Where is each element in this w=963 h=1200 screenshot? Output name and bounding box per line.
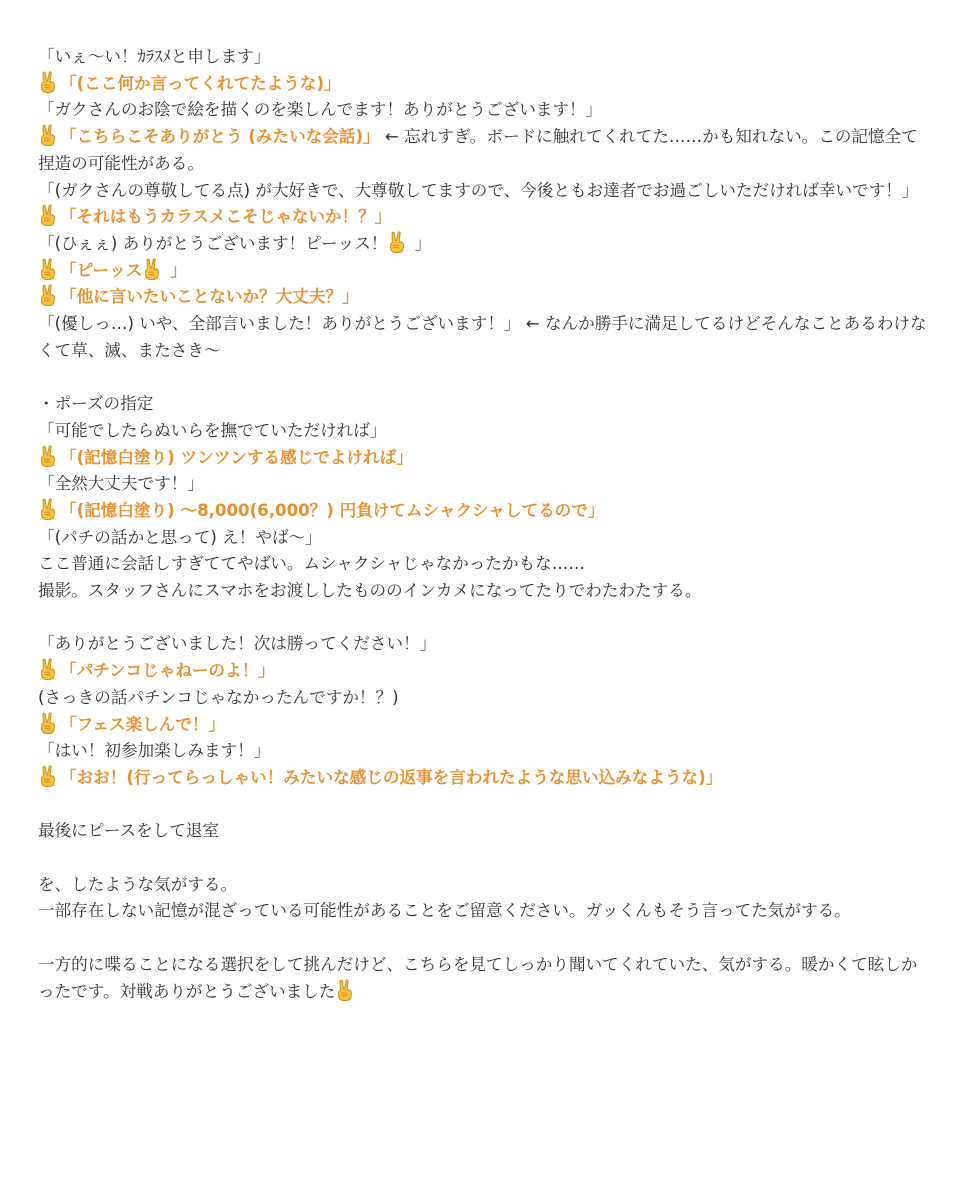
my-line-text: 「(優しっ…) いや、全部言いました！ありがとうございます！」 ← なんか勝手に満足してるけどそんなことあるわけなくて草、滅、またさき〜 [38,314,927,360]
my-line [38,97,928,124]
gaku-line-text: 「こちらこそありがとう (みたいな会話)」 [60,127,380,147]
my-line-text: ・ポーズの指定 [38,394,154,414]
my-line-text: (さっきの話パチンコじゃなかったんですか！？) [38,687,399,707]
victory-hand-icon [38,284,58,306]
my-line [38,44,928,71]
blank-line [38,925,928,952]
gaku-line-text: 「おお！(行ってらっしゃい！みたいな感じの返事を言われたような思い込みなような)」 [60,767,723,787]
my-line [38,631,928,658]
my-line-text: 「いぇ〜い！ｶﾗｽﾒと申します」 [38,47,271,66]
my-line [38,311,928,364]
gaku-line [38,498,928,525]
my-line-text: を、したような気がする。 [38,874,238,894]
my-line [38,471,928,498]
victory-hand-icon [38,258,58,280]
my-line [38,898,928,925]
gaku-line-with-note [38,124,928,177]
my-line [38,818,928,845]
victory-hand-icon [335,979,355,1001]
gaku-line-text: 「(記憶白塗り) ツンツンする感じでよければ」 [60,447,413,467]
gaku-line [38,765,928,792]
gaku-line-text: 「それはもうカラスメこそじゃないか！？」 [60,207,392,227]
victory-hand-icon [38,765,58,787]
gaku-line [38,258,928,285]
gaku-line [38,71,928,98]
victory-hand-icon [38,124,58,146]
my-line [38,178,928,205]
blank-line [38,845,928,872]
gaku-line [38,284,928,311]
my-line-text: 「(ひぇぇ) ありがとうございます！ピーッス！ [38,233,388,253]
my-line [38,391,928,418]
closing-line [38,952,928,1005]
gaku-line [38,204,928,231]
my-line [38,231,928,258]
gaku-line-text: 「(ここ何か言ってくれてたような)」 [60,73,341,93]
gaku-line-text: 「他に言いたいことないか？大丈夫？」 [60,287,359,307]
blank-line [38,792,928,819]
my-line-text: 「全然大丈夫です！」 [38,474,204,494]
my-line-text: 「ありがとうございました！次は勝ってください！」 [38,634,437,654]
my-line-text: 撮影。スタッフさんにスマホをお渡ししたもののインカメになってたりでわたわたする。 [38,581,702,601]
my-line [38,738,928,765]
gaku-line-text: 「ピーッス [60,260,143,280]
victory-hand-icon [38,71,58,93]
my-line-text: 「ガクさんのお陰で絵を描くのを楽しんでます！ありがとうございます！」 [38,100,603,120]
victory-hand-icon [38,658,58,680]
quote-close: 」 [164,260,187,280]
my-line [38,685,928,712]
gaku-line [38,658,928,685]
blank-line [38,364,928,391]
blank-line [38,605,928,632]
my-line-text: 一部存在しない記憶が混ざっている可能性があることをご留意ください。ガッくんもそう言ってた気がする。 [38,901,851,921]
my-line-text: 「可能でしたらぬいらを撫でていただければ」 [38,420,387,440]
my-line [38,551,928,578]
side-note: ← 忘れすぎ。ボードに触れてくれてた……かも知れない。この記憶全て捏造の可能性がある。 [38,127,918,173]
gaku-line-text: 「フェス楽しんで！」 [60,714,226,734]
my-line-text: 「(パチの話かと思って) え！やば〜」 [38,527,322,547]
my-line [38,578,928,605]
victory-hand-icon [38,498,58,520]
victory-hand-icon [38,204,58,226]
victory-hand-icon [142,258,162,280]
my-line [38,418,928,445]
victory-hand-icon [38,445,58,467]
gaku-line [38,712,928,739]
my-line-text: 最後にピースをして退室 [38,821,220,841]
closing-line-text: 一方的に喋ることになる選択をして挑んだけど、こちらを見てしっかり聞いてくれていた、気がする。暖かくて眩しかったです。対戦ありがとうございました [38,954,918,1001]
gaku-line [38,445,928,472]
gaku-line-text: 「パチンコじゃねーのよ！」 [60,661,275,681]
my-line-text: 「はい！初参加楽しみます！」 [38,741,271,761]
victory-hand-icon [38,712,58,734]
quote-close: 」 [409,233,432,253]
document-body [38,44,928,1005]
my-line-text: ここ普通に会話しすぎててやばい。ムシャクシャじゃなかったかもな…… [38,554,585,574]
my-line [38,525,928,552]
gaku-line-text: 「(記憶白塗り) 〜8,000(6,000？) 円負けてムシャクシャしてるので」 [60,500,605,520]
my-line-text: 「(ガクさんの尊敬してる点) が大好きで、大尊敬してますので、今後ともお達者でお過ごしいただければ幸いです！」 [38,180,919,200]
my-line [38,872,928,899]
victory-hand-icon [387,231,407,253]
